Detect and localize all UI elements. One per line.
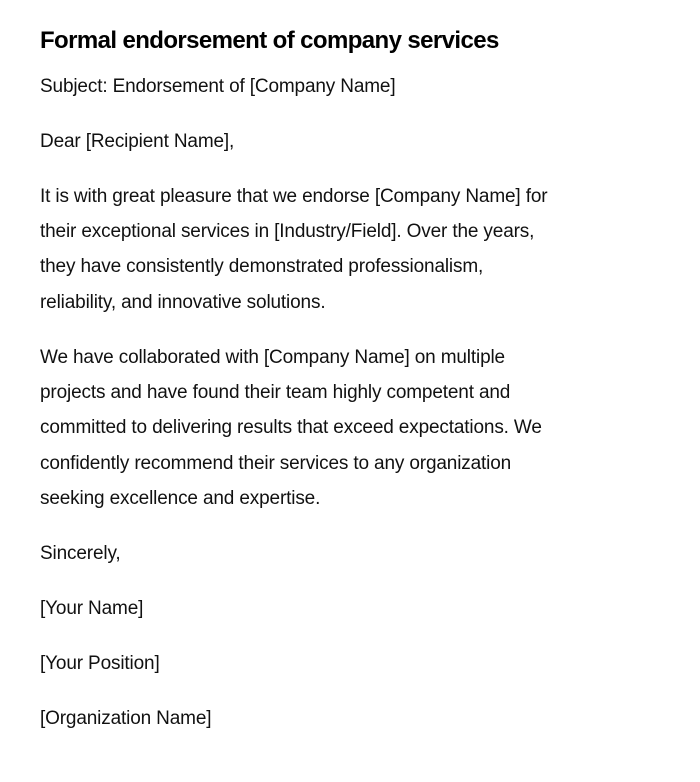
closing: Sincerely, <box>40 543 121 564</box>
salutation: Dear [Recipient Name], <box>40 131 235 152</box>
signature-organization: [Organization Name] <box>40 708 212 729</box>
paragraph-line: committed to delivering results that exceed expectations. We <box>40 417 542 439</box>
paragraph-line: reliability, and innovative solutions. <box>40 291 326 313</box>
document-title: Formal endorsement of company services <box>40 27 499 54</box>
signature-position: [Your Position] <box>40 653 160 674</box>
body-paragraph-1 <box>40 179 640 320</box>
paragraph-line: their exceptional services in [Industry/Field]. Over the years, <box>40 221 535 243</box>
signature-name: [Your Name] <box>40 598 144 619</box>
paragraph-line: confidently recommend their services to any organization <box>40 452 512 474</box>
paragraph-line: seeking excellence and expertise. <box>40 487 321 509</box>
subject-line: Subject: Endorsement of [Company Name] <box>40 76 396 97</box>
body-paragraph-2 <box>40 340 640 516</box>
paragraph-line: It is with great pleasure that we endorse [Company Name] for <box>40 186 548 207</box>
paragraph-line: they have consistently demonstrated professionalism, <box>40 256 484 278</box>
paragraph-line: projects and have found their team highly competent and <box>40 382 511 404</box>
paragraph-line: We have collaborated with [Company Name] on multiple <box>40 347 505 368</box>
